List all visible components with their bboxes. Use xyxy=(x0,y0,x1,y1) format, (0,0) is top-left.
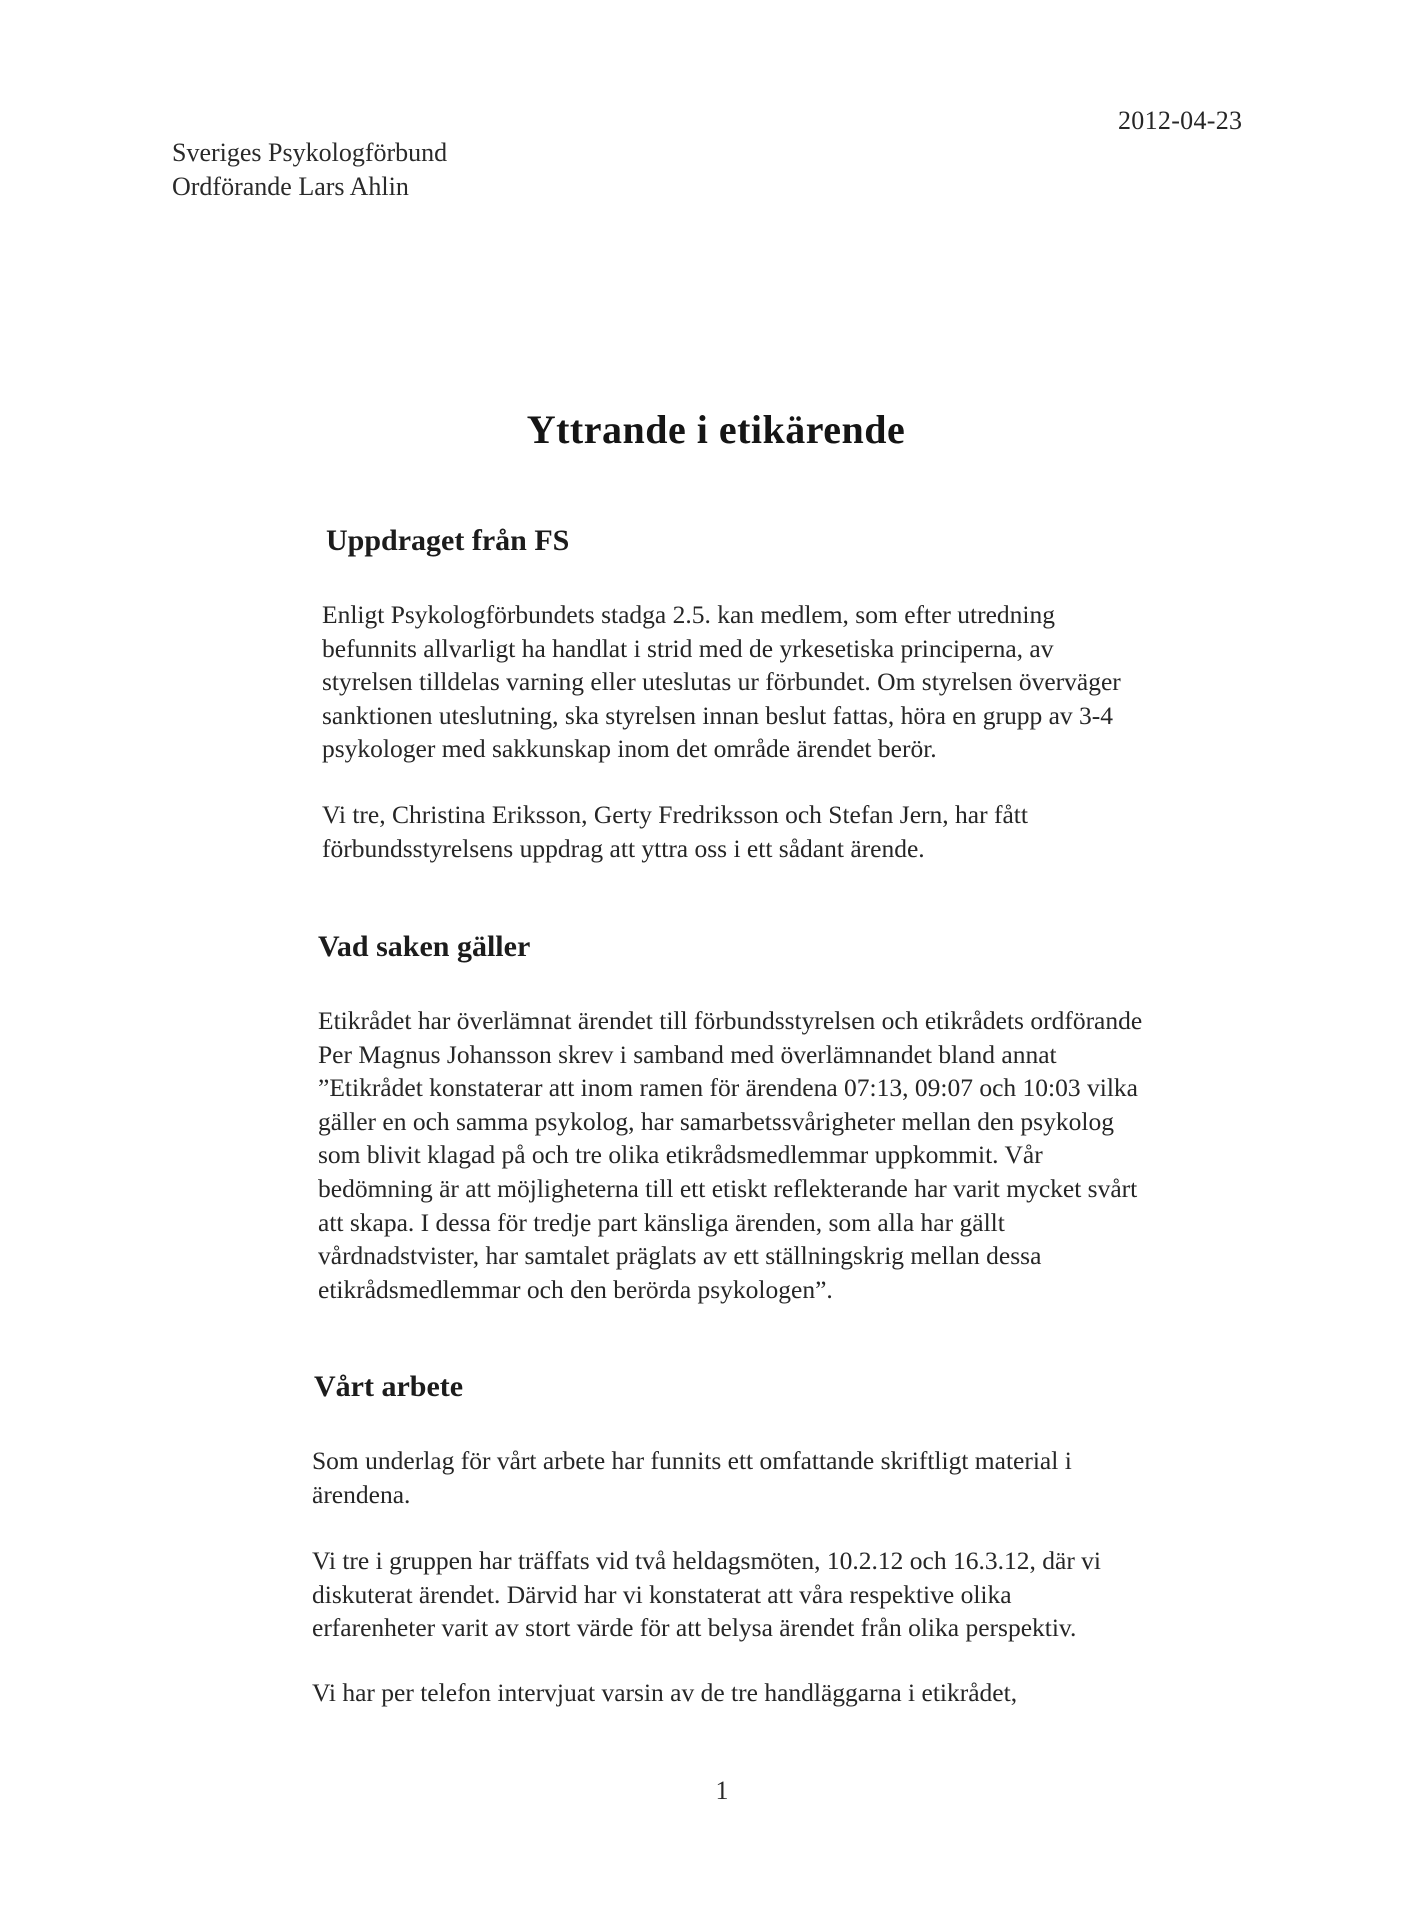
paragraph-line: att skapa. I dessa för tredje part känsliga ärenden, som alla har gällt xyxy=(318,1207,1005,1237)
document-title: Yttrande i etikärende xyxy=(526,407,906,452)
paragraph-vart-arbete-1 xyxy=(312,1444,1272,1511)
sender-organization: Sveriges Psykologförbund xyxy=(172,138,448,167)
sender-block xyxy=(172,136,447,204)
sender-chairman: Ordförande Lars Ahlin xyxy=(172,172,409,201)
paragraph-uppdraget-2 xyxy=(322,798,1282,865)
section-heading-vad-saken: Vad saken gäller xyxy=(318,930,531,963)
paragraph-line: sanktionen uteslutning, ska styrelsen innan beslut fattas, höra en grupp av 3-4 xyxy=(322,700,1114,730)
paragraph-line: vårdnadstvister, har samtalet präglats av ett ställningskrig mellan dessa xyxy=(318,1241,1042,1271)
paragraph-line: Vi tre, Christina Eriksson, Gerty Fredriksson och Stefan Jern, har fått xyxy=(322,800,1028,829)
document-date: 2012-04-23 xyxy=(1118,106,1243,135)
paragraph-line: förbundsstyrelsens uppdrag att yttra oss i ett sådant ärende. xyxy=(322,833,925,863)
paragraph-vart-arbete-2 xyxy=(312,1544,1272,1645)
paragraph-line: gäller en och samma psykolog, har samarbetssvårigheter mellan den psykolog xyxy=(318,1106,1114,1136)
paragraph-line: som blivit klagad på och tre olika etikrådsmedlemmar uppkommit. Vår xyxy=(318,1140,1043,1170)
paragraph-line: Som underlag för vårt arbete har funnits ett omfattande skriftligt material i xyxy=(312,1446,1072,1475)
paragraph-line: ”Etikrådet konstaterar att inom ramen för ärendena 07:13, 09:07 och 10:03 vilka xyxy=(318,1073,1138,1103)
paragraph-line: Vi har per telefon intervjuat varsin av de tre handläggarna i etikrådet, xyxy=(312,1678,1018,1707)
section-heading-vart-arbete: Vårt arbete xyxy=(314,1370,464,1403)
paragraph-line: Enligt Psykologförbundets stadga 2.5. kan medlem, som efter utredning xyxy=(322,600,1056,629)
page-number: 1 xyxy=(715,1776,729,1805)
paragraph-line: styrelsen tilldelas varning eller uteslutas ur förbundet. Om styrelsen överväger xyxy=(322,667,1121,697)
paragraph-line: befunnits allvarligt ha handlat i strid med de yrkesetiska principerna, av xyxy=(322,633,1054,663)
paragraph-vad-saken-1 xyxy=(318,1004,1278,1306)
section-heading-uppdraget: Uppdraget från FS xyxy=(326,524,570,557)
paragraph-line: psykologer med sakkunskap inom det område ärendet berör. xyxy=(322,734,937,764)
paragraph-uppdraget-1 xyxy=(322,598,1282,766)
paragraph-line: Etikrådet har överlämnat ärendet till förbundsstyrelsen och etikrådets ordförande xyxy=(318,1006,1143,1035)
paragraph-line: erfarenheter varit av stort värde för att belysa ärendet från olika perspektiv. xyxy=(312,1613,1077,1643)
paragraph-line: etikrådsmedlemmar och den berörda psykologen”. xyxy=(318,1274,833,1304)
paragraph-line: Vi tre i gruppen har träffats vid två heldagsmöten, 10.2.12 och 16.3.12, där vi xyxy=(312,1546,1102,1575)
paragraph-vart-arbete-3 xyxy=(312,1676,1272,1710)
paragraph-line: Per Magnus Johansson skrev i samband med överlämnandet bland annat xyxy=(318,1039,1057,1069)
paragraph-line: ärendena. xyxy=(312,1479,411,1509)
paragraph-line: diskuterat ärendet. Därvid har vi konstaterat att våra respektive olika xyxy=(312,1579,1012,1609)
paragraph-line: bedömning är att möjligheterna till ett etiskt reflekterande har varit mycket svårt xyxy=(318,1173,1138,1203)
